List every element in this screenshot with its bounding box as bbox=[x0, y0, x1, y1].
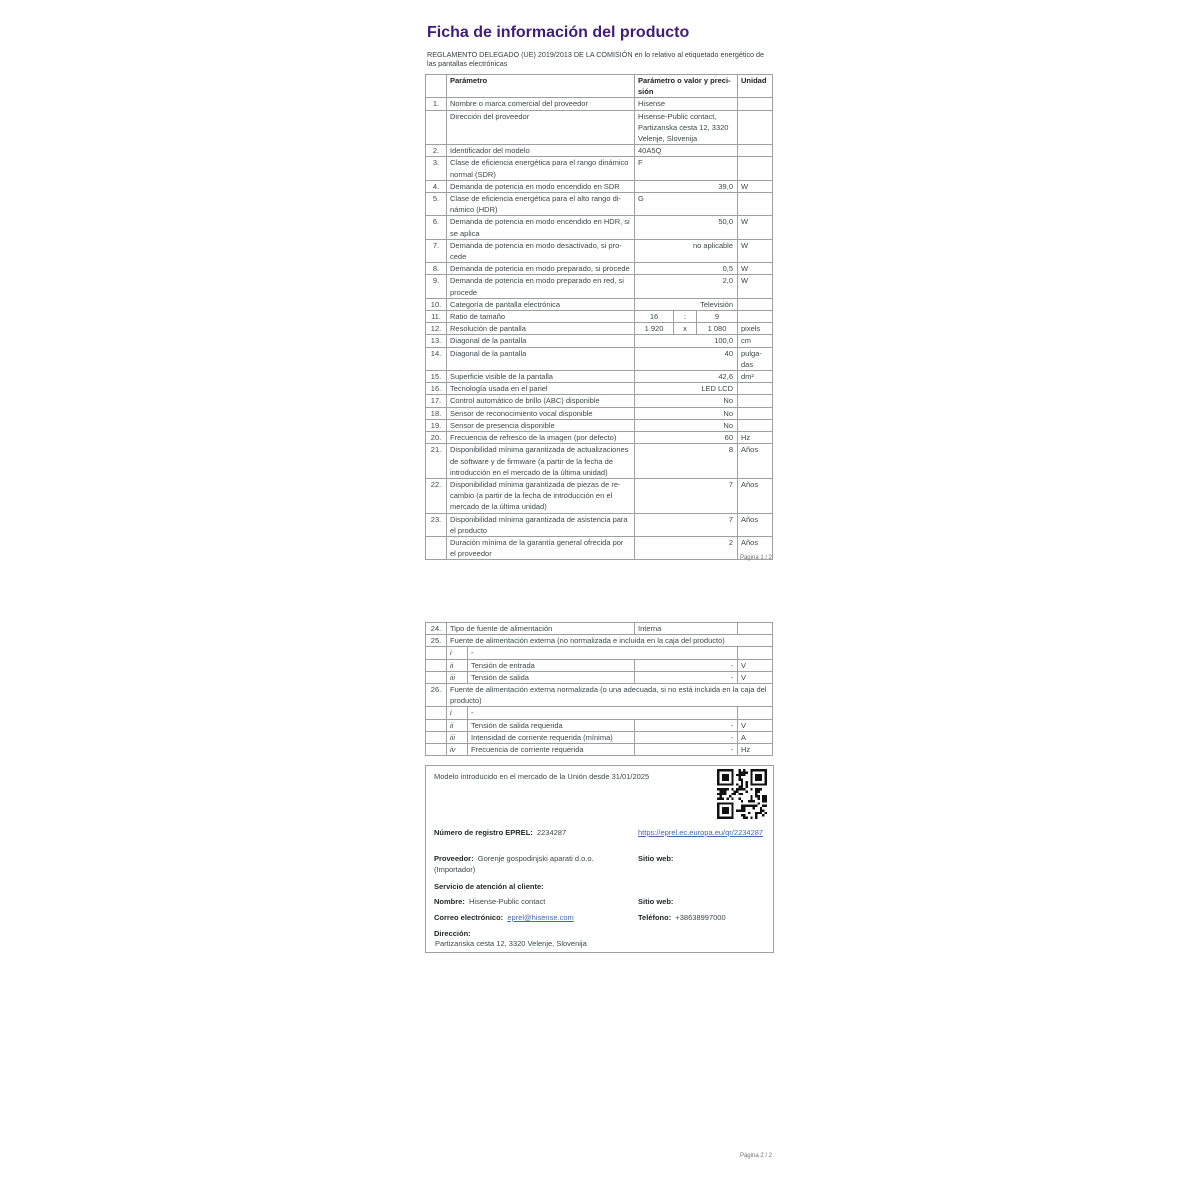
parameter-cell: Diagonal de la pantalla bbox=[447, 335, 635, 347]
qr-code-icon bbox=[717, 769, 767, 819]
table-row bbox=[426, 659, 773, 671]
page-title: Ficha de información del producto bbox=[427, 24, 690, 41]
value-part: 1 080 bbox=[707, 324, 727, 334]
value-cell: Televisión bbox=[635, 298, 738, 310]
unit-cell: W bbox=[738, 263, 773, 275]
table-row bbox=[426, 731, 773, 743]
unit-cell: Años bbox=[738, 444, 773, 479]
product-fiche-table-page2 bbox=[425, 622, 773, 756]
row-number-cell bbox=[426, 744, 447, 756]
unit-cell: Años bbox=[738, 536, 773, 559]
table-row bbox=[426, 157, 773, 180]
table-row bbox=[426, 239, 773, 262]
row-number-cell bbox=[426, 659, 447, 671]
row-number-cell: 14. bbox=[426, 347, 447, 370]
row-number-cell: 23. bbox=[426, 513, 447, 536]
table-row bbox=[426, 671, 773, 683]
supplier-label: Proveedor: bbox=[434, 854, 474, 863]
sub-index-cell: i bbox=[447, 647, 468, 659]
address-value-line: Partizanska cesta 12, 3320 Velenje, Slovenija bbox=[435, 939, 587, 948]
sub-index-cell: i bbox=[447, 707, 468, 719]
unit-cell: W bbox=[738, 216, 773, 239]
unit-cell bbox=[738, 647, 773, 659]
email-line bbox=[434, 913, 632, 924]
parameter-cell: Frecuencia de corriente requerida bbox=[468, 744, 635, 756]
merged-value-cell: - bbox=[468, 647, 738, 659]
unit-cell: A bbox=[738, 731, 773, 743]
table-row bbox=[426, 145, 773, 157]
eprel-number: 2234287 bbox=[536, 828, 567, 837]
value-cell bbox=[635, 323, 738, 335]
header-parameter-cell: Parámetro bbox=[447, 75, 635, 98]
unit-cell: W bbox=[738, 239, 773, 262]
value-cell: 7 bbox=[635, 513, 738, 536]
value-cell: Hisense-Public contact, Partizanska cesta 12, 3320 Velenje, Slovenija bbox=[635, 110, 738, 145]
row-number-cell: 4. bbox=[426, 180, 447, 192]
value-cell: 100,0 bbox=[635, 335, 738, 347]
table-row bbox=[426, 335, 773, 347]
unit-cell: Hz bbox=[738, 432, 773, 444]
parameter-cell: Demanda de potencia en modo preparado en red, si procede bbox=[447, 275, 635, 298]
unit-cell bbox=[738, 298, 773, 310]
customer-service-line bbox=[434, 882, 694, 893]
sub-index-cell: ii bbox=[447, 659, 468, 671]
sub-index-cell: iii bbox=[447, 731, 468, 743]
parameter-cell: Clase de eficiencia energética para el rango dinámico normal (SDR) bbox=[447, 157, 635, 180]
value-cell: - bbox=[635, 731, 738, 743]
unit-cell: Hz bbox=[738, 744, 773, 756]
table-header-row bbox=[426, 75, 773, 98]
row-number-cell bbox=[426, 671, 447, 683]
unit-cell: V bbox=[738, 719, 773, 731]
row-number-cell: 13. bbox=[426, 335, 447, 347]
contact-name-line bbox=[434, 897, 632, 908]
unit-cell: cm bbox=[738, 335, 773, 347]
unit-cell bbox=[738, 98, 773, 110]
value-cell: 2 bbox=[635, 536, 738, 559]
table-row bbox=[426, 371, 773, 383]
table-row bbox=[426, 347, 773, 370]
value-cell: No bbox=[635, 395, 738, 407]
header-value-cell: Parámetro o valor y precisión bbox=[635, 75, 738, 98]
parameter-cell: Duración mínima de la garantía general ofrecida por el proveedor bbox=[447, 536, 635, 559]
product-fiche-table-page1 bbox=[425, 74, 773, 560]
table-row bbox=[426, 263, 773, 275]
header-number-cell bbox=[426, 75, 447, 98]
table-row bbox=[426, 407, 773, 419]
row-number-cell bbox=[426, 110, 447, 145]
value-part: 1 920 bbox=[644, 324, 664, 334]
table-row bbox=[426, 323, 773, 335]
page2-footer: Página 2 / 2 bbox=[739, 1153, 772, 1159]
row-number-cell: 2. bbox=[426, 145, 447, 157]
row-number-cell: 22. bbox=[426, 478, 447, 513]
value-cell: G bbox=[635, 193, 738, 216]
table-row bbox=[426, 707, 773, 719]
table-row bbox=[426, 744, 773, 756]
table-row bbox=[426, 311, 773, 323]
unit-cell bbox=[738, 407, 773, 419]
page-subtitle: REGLAMENTO DELEGADO (UE) 2019/2013 DE LA COMISIÓN en lo relativo al etiquetado energético de las pantallas electrónicas bbox=[427, 50, 765, 69]
parameter-cell: Demanda de potencia en modo encendido en SDR bbox=[447, 180, 635, 192]
table-row bbox=[426, 216, 773, 239]
value-cell: LED LCD bbox=[635, 383, 738, 395]
table-row bbox=[426, 298, 773, 310]
table-row bbox=[426, 275, 773, 298]
unit-cell bbox=[738, 145, 773, 157]
phone-number: +38638997000 bbox=[675, 913, 726, 922]
row-number-cell: 21. bbox=[426, 444, 447, 479]
value-cell: 60 bbox=[635, 432, 738, 444]
row-number-cell: 15. bbox=[426, 371, 447, 383]
parameter-cell: Identificador del modelo bbox=[447, 145, 635, 157]
value-cell: 40 bbox=[635, 347, 738, 370]
value-cell: Hisense bbox=[635, 98, 738, 110]
unit-cell bbox=[738, 157, 773, 180]
value-part: 16 bbox=[649, 312, 659, 322]
supplier-info-box bbox=[425, 765, 774, 953]
row-number-cell: 10. bbox=[426, 298, 447, 310]
email-link[interactable]: eprel@hisense.com bbox=[507, 913, 574, 922]
value-cell: - bbox=[635, 671, 738, 683]
supplier-line bbox=[434, 854, 632, 875]
unit-cell bbox=[738, 383, 773, 395]
unit-cell: Años bbox=[738, 478, 773, 513]
parameter-cell: Tipo de fuente de alimentación bbox=[447, 623, 635, 635]
table-row bbox=[426, 180, 773, 192]
parameter-cell: Tensión de salida requerida bbox=[468, 719, 635, 731]
row-number-cell: 24. bbox=[426, 623, 447, 635]
market-intro-text: Modelo introducido en el mercado de la Unión desde 31/01/2025 bbox=[434, 772, 650, 781]
value-cell: 39,0 bbox=[635, 180, 738, 192]
address-label-line bbox=[434, 929, 694, 940]
website2-label: Sitio web: bbox=[638, 897, 674, 906]
sub-index-cell: ii bbox=[447, 719, 468, 731]
row-number-cell bbox=[426, 707, 447, 719]
table-row bbox=[426, 193, 773, 216]
unit-cell bbox=[738, 193, 773, 216]
table-row bbox=[426, 719, 773, 731]
name-label: Nombre: bbox=[434, 897, 465, 906]
table-row bbox=[426, 647, 773, 659]
parameter-cell: Tensión de entrada bbox=[468, 659, 635, 671]
value-cell: 50,0 bbox=[635, 216, 738, 239]
row-number-cell: 17. bbox=[426, 395, 447, 407]
row-number-cell: 25. bbox=[426, 635, 447, 647]
table-row bbox=[426, 110, 773, 145]
value-cell: - bbox=[635, 659, 738, 671]
parameter-cell: Tecnología usada en el panel bbox=[447, 383, 635, 395]
parameter-cell: Intensidad de corriente requerida (mínima) bbox=[468, 731, 635, 743]
unit-cell bbox=[738, 419, 773, 431]
unit-cell: V bbox=[738, 659, 773, 671]
row-number-cell: 5. bbox=[426, 193, 447, 216]
parameter-cell: Demanda de potencia en modo encendido en HDR, si se aplica bbox=[447, 216, 635, 239]
parameter-cell: Nombre o marca comercial del proveedor bbox=[447, 98, 635, 110]
value-cell: - bbox=[635, 744, 738, 756]
parameter-cell: Ratio de tamaño bbox=[447, 311, 635, 323]
parameter-cell: Diagonal de la pantalla bbox=[447, 347, 635, 370]
parameter-cell: Frecuencia de refresco de la imagen (por defecto) bbox=[447, 432, 635, 444]
unit-cell bbox=[738, 707, 773, 719]
table-row bbox=[426, 432, 773, 444]
unit-cell: pulgadas bbox=[738, 347, 773, 370]
eprel-link-line bbox=[638, 828, 766, 839]
table-row bbox=[426, 623, 773, 635]
phone-label: Teléfono: bbox=[638, 913, 672, 922]
unit-cell bbox=[738, 110, 773, 145]
parameter-cell: Control automático de brillo (ABC) disponible bbox=[447, 395, 635, 407]
unit-cell: W bbox=[738, 275, 773, 298]
parameter-cell: Demanda de potencia en modo desactivado, si procede bbox=[447, 239, 635, 262]
value-cell: Interna bbox=[635, 623, 738, 635]
row-number-cell: 19. bbox=[426, 419, 447, 431]
unit-cell bbox=[738, 311, 773, 323]
value-cell: - bbox=[635, 719, 738, 731]
value-cell: No bbox=[635, 407, 738, 419]
unit-cell: V bbox=[738, 671, 773, 683]
parameter-cell: Demanda de potencia en modo preparado, si procede bbox=[447, 263, 635, 275]
row-number-cell: 8. bbox=[426, 263, 447, 275]
row-number-cell: 18. bbox=[426, 407, 447, 419]
row-number-cell bbox=[426, 536, 447, 559]
table-row bbox=[426, 478, 773, 513]
row-number-cell: 6. bbox=[426, 216, 447, 239]
table-row bbox=[426, 635, 773, 647]
parameter-cell: Tensión de salida bbox=[468, 671, 635, 683]
contact-name: Hisense-Public contact bbox=[469, 897, 546, 906]
row-number-cell: 12. bbox=[426, 323, 447, 335]
parameter-cell: Sensor de reconocimiento vocal disponible bbox=[447, 407, 635, 419]
table-row bbox=[426, 383, 773, 395]
customer-service-label: Servicio de atención al cliente: bbox=[434, 882, 544, 891]
value-cell: No bbox=[635, 419, 738, 431]
unit-cell bbox=[738, 623, 773, 635]
section-span-cell: Fuente de alimentación externa normalizada (o una adecuada, si no está incluida en la caja del producto) bbox=[447, 684, 773, 707]
row-number-cell: 1. bbox=[426, 98, 447, 110]
value-cell: 0,5 bbox=[635, 263, 738, 275]
unit-cell: dm² bbox=[738, 371, 773, 383]
eprel-qr-link[interactable]: https://eprel.ec.europa.eu/qr/2234287 bbox=[638, 828, 764, 837]
unit-cell: W bbox=[738, 180, 773, 192]
parameter-cell: Sensor de presencia disponible bbox=[447, 419, 635, 431]
value-cell: 2,0 bbox=[635, 275, 738, 298]
eprel-label: Número de registro EPREL: bbox=[434, 828, 533, 837]
table-row bbox=[426, 98, 773, 110]
section-span-cell: Fuente de alimentación externa (no normalizada e incluida en la caja del producto) bbox=[447, 635, 773, 647]
header-unit-cell: Unidad bbox=[738, 75, 773, 98]
value-cell: 7 bbox=[635, 478, 738, 513]
row-number-cell bbox=[426, 731, 447, 743]
parameter-cell: Disponibilidad mínima garantizada de piezas de recambio (a partir de la fecha de introducción en el mercado de la última unidad) bbox=[447, 478, 635, 513]
row-number-cell: 7. bbox=[426, 239, 447, 262]
row-number-cell bbox=[426, 647, 447, 659]
table-row bbox=[426, 444, 773, 479]
eprel-registration-line bbox=[434, 828, 634, 839]
row-number-cell: 9. bbox=[426, 275, 447, 298]
row-number-cell: 26. bbox=[426, 684, 447, 707]
table-row bbox=[426, 684, 773, 707]
website2-line bbox=[638, 897, 766, 908]
sub-index-cell: iii bbox=[447, 671, 468, 683]
sub-index-cell: iv bbox=[447, 744, 468, 756]
parameter-cell: Dirección del proveedor bbox=[447, 110, 635, 145]
row-number-cell: 11. bbox=[426, 311, 447, 323]
value-part: x bbox=[673, 323, 697, 334]
merged-value-cell: - bbox=[468, 707, 738, 719]
page1-footer: Página 1 / 2 bbox=[739, 555, 772, 561]
row-number-cell: 3. bbox=[426, 157, 447, 180]
email-label: Correo electrónico: bbox=[434, 913, 504, 922]
unit-cell: pixels bbox=[738, 323, 773, 335]
parameter-cell: Clase de eficiencia energética para el alto rango dinámico (HDR) bbox=[447, 193, 635, 216]
parameter-cell: Disponibilidad mínima garantizada de actualizaciones de software y de firmware (a partir de la fecha de introducción en el mercado de la última unidad) bbox=[447, 444, 635, 479]
parameter-cell: Categoría de pantalla electrónica bbox=[447, 298, 635, 310]
table-row bbox=[426, 395, 773, 407]
value-cell bbox=[635, 311, 738, 323]
table-row bbox=[426, 419, 773, 431]
value-part: : bbox=[673, 311, 697, 322]
parameter-cell: Disponibilidad mínima garantizada de asistencia para el producto bbox=[447, 513, 635, 536]
unit-cell bbox=[738, 395, 773, 407]
row-number-cell: 20. bbox=[426, 432, 447, 444]
value-cell: F bbox=[635, 157, 738, 180]
phone-line bbox=[638, 913, 773, 924]
value-part: 9 bbox=[714, 312, 720, 322]
value-cell: 8 bbox=[635, 444, 738, 479]
website-label: Sitio web: bbox=[638, 854, 674, 863]
address-label: Dirección: bbox=[434, 929, 471, 938]
unit-cell: Años bbox=[738, 513, 773, 536]
parameter-cell: Superficie visible de la pantalla bbox=[447, 371, 635, 383]
parameter-cell: Resolución de pantalla bbox=[447, 323, 635, 335]
value-cell: 42,6 bbox=[635, 371, 738, 383]
table-row bbox=[426, 513, 773, 536]
value-cell: 40A5Q bbox=[635, 145, 738, 157]
value-cell: no aplicable bbox=[635, 239, 738, 262]
row-number-cell bbox=[426, 719, 447, 731]
supplier-name: Gorenje gospodinjski aparati d.o.o. (Importador) bbox=[434, 854, 594, 874]
website-line bbox=[638, 854, 766, 865]
row-number-cell: 16. bbox=[426, 383, 447, 395]
